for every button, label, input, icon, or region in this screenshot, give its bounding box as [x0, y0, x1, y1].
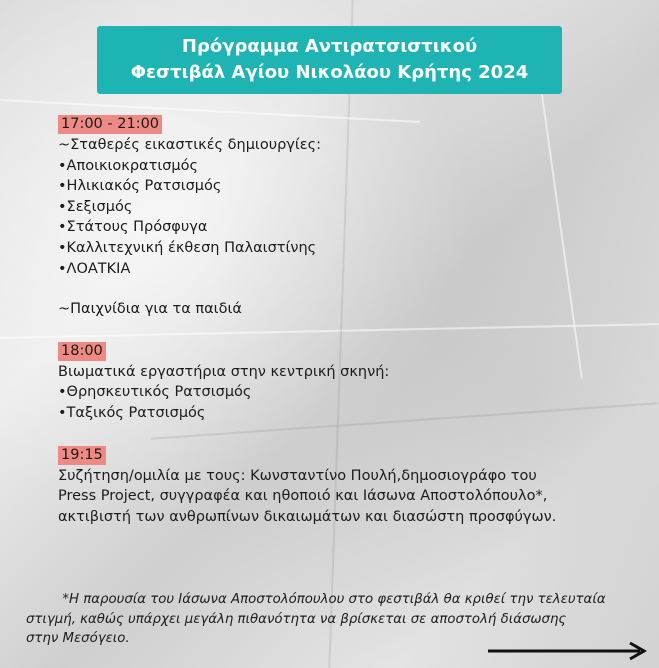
- arrow-right-icon[interactable]: [488, 641, 648, 661]
- spacer: [58, 320, 638, 340]
- schedule-line: •Στάτους Πρόσφυγα: [58, 219, 208, 236]
- schedule-line: Συζήτηση/ομιλία με τους: Κωνσταντίνο Πουλή,δημοσιογράφο του: [58, 467, 537, 484]
- schedule-line: •Καλλιτεχνική έκθεση Παλαιστίνης: [58, 239, 317, 256]
- spacer: [58, 424, 638, 444]
- footnote-line: *Η παρουσία του Ιάσωνα Αποστολόπουλου στο φεστιβάλ θα κριθεί την τελευταία: [62, 592, 606, 607]
- schedule-section-2: [58, 340, 638, 424]
- schedule-section-1: [58, 113, 638, 320]
- spacer: [58, 279, 638, 299]
- schedule-line: Press Project, συγγραφέα και ηθοποιό και Ιάσωνα Αποστολόπουλο*,: [58, 488, 548, 505]
- title-line-2: Φεστιβάλ Αγίου Νικολάου Κρήτης 2024: [130, 62, 529, 83]
- schedule-line: •Σεξισμός: [58, 198, 133, 215]
- schedule-section-3: [58, 444, 638, 528]
- schedule-line: •ΛΟΑΤΚΙΑ: [58, 260, 131, 277]
- title-banner: [97, 26, 562, 94]
- schedule-line: •Αποικιοκρατισμός: [58, 157, 199, 174]
- schedule: [58, 113, 638, 527]
- footnote-line: στην Μεσόγειο.: [26, 631, 130, 646]
- schedule-line: •Ταξικός Ρατσισμός: [58, 404, 206, 421]
- schedule-line: Βιωματικά εργαστήρια στην κεντρική σκηνή:: [58, 363, 390, 380]
- time-badge: 17:00 - 21:00: [58, 115, 162, 134]
- footnote-line: στιγμή, καθώς υπάρχει μεγάλη πιθανότητα να βρίσκεται σε αποστολή διάσωσης: [26, 611, 567, 627]
- time-badge: 19:15: [58, 446, 106, 465]
- schedule-line: •Θρησκευτικός Ρατσισμός: [58, 384, 252, 401]
- time-badge: 18:00: [58, 342, 106, 361]
- title-line-1: Πρόγραμμα Αντιρατσιστικού: [181, 36, 478, 57]
- schedule-line: ~Σταθερές εικαστικές δημιουργίες:: [58, 137, 322, 153]
- footnote: [14, 590, 654, 649]
- schedule-line: ~Παιχνίδια για τα παιδιά: [58, 301, 242, 318]
- schedule-line: •Ηλικιακός Ρατσισμός: [58, 178, 222, 195]
- schedule-line: ακτιβιστή των ανθρωπίνων δικαιωμάτων και διασώστη προσφύγων.: [58, 508, 557, 525]
